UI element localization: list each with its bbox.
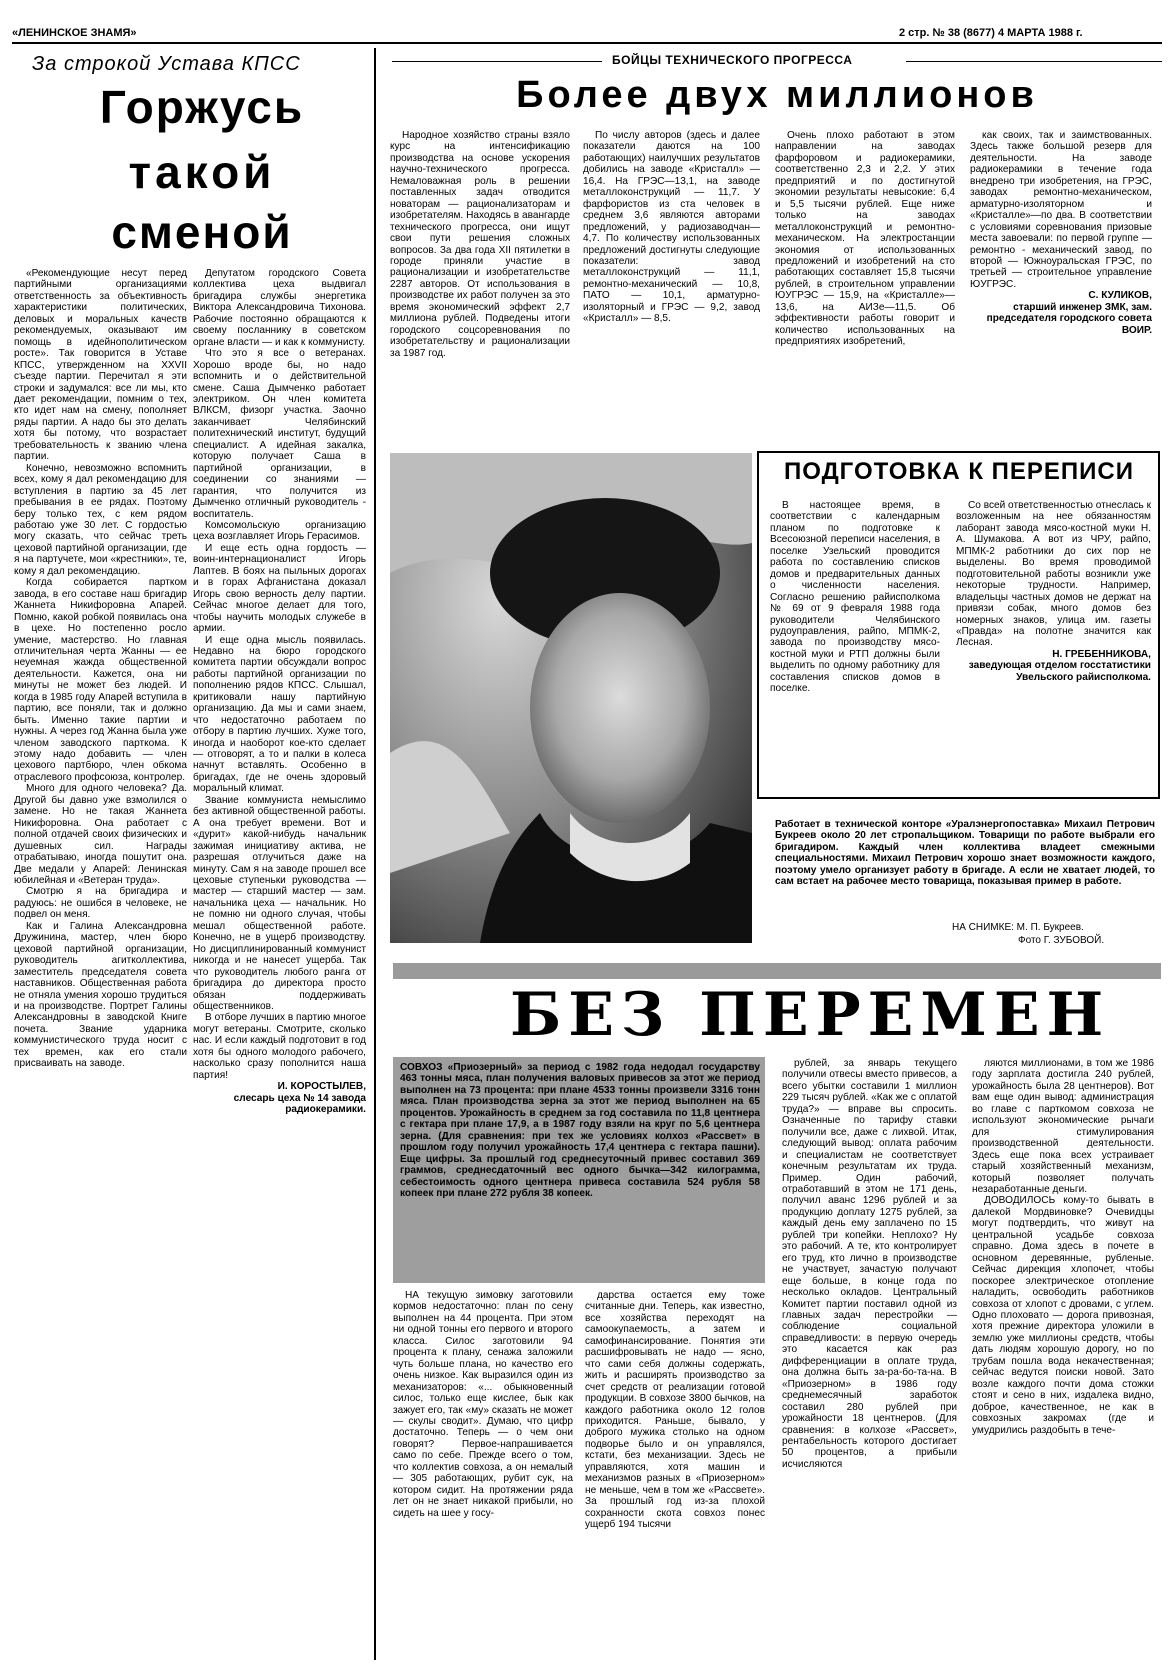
paragraph: как своих, так и заимствованных. Здесь также большой резерв для деятельности. На заводе радиокерамики в течение года внедрено три изобретения, на ГРЭС, заводах ремонтно-механическом, арматурно-изоляторном и «Кристалле»—по два. В соответствии с условиями соревнования призовые места завоевали: по первой группе — ремонтно - механический завод, по второй — Южноуральская ГРЭС, по третьей — строительное управление ЮУГРЭС. bbox=[970, 130, 1152, 290]
top-article-column-3 bbox=[775, 130, 955, 445]
photo-caption: Работает в технической конторе «Уралэнергопоставка» Михаил Петрович Букреев около 20 лет стропальщиком. Товарищи по работе выбрали его бригадиром. Каждый член коллектива владеет смежными специальностями. Михаил Петрович хорошо знает возможности каждого, поэтому умело организует работу в бригаде. А если не хватает людей, то сам встает на рабочее место товарища, показывая пример в работе. bbox=[775, 819, 1155, 888]
bottom-column-d bbox=[972, 1058, 1154, 1662]
lead-text: СОВХОЗ «Приозерный» за период с 1982 года недодал государству 463 тонны мяса, план получения валовых привесов за этот же период выполнен на 73 процента: при плане 4533 тонны произвели 3316 тонн мяса. План производства зерна за этот же период выполнен на 65 процентов. Урожайность в среднем за год составила по 11,8 центнера с гектара при плане 17,9, а в 1987 году взяли на круг по 5,6 центнера зерна. (Для сравнения: при тех же условиях колхоз «Рассвет» в прошлом году получил урожайность 17,4 центнера с гектара пашни). Еще цифры. За прошлый год среднесуточный привес составил 369 граммов, среднесдаточный вес одного бычка—342 килограмма, себестоимость одного центнера привеса составила 524 рубля 58 копеек при плане 272 рубля 38 копеек. bbox=[400, 1062, 760, 1199]
portrait-image bbox=[390, 453, 752, 943]
bottom-column-b bbox=[585, 1290, 765, 1662]
paragraph: В отборе лучших в партию многое могут ветераны. Смотрите, сколько нас. И если каждый подготовит в год хотя бы одного молодого рабочего, насколько сразу пополнится наша партия! bbox=[193, 1012, 366, 1081]
census-title: ПОДГОТОВКА К ПЕРЕПИСИ bbox=[783, 458, 1135, 485]
rubric-rule-left bbox=[392, 61, 602, 62]
paragraph: Конечно, невозможно вспомнить всех, кому я дал рекомендацию для вступления в партию за 45 лет пребывания в ее рядах. Поэтому беру только тех, с кем рядом работаю уже 30 лет. С гордостью могу сказать, что сейчас треть цеховой партийной организации, где я на партучете, мои «крестники», те, кому я дал рекомендацию. bbox=[14, 462, 187, 577]
left-title-line-3: сменой bbox=[111, 206, 293, 258]
photo-credit-2: Фото Г. ЗУБОВОЙ. bbox=[1018, 935, 1105, 946]
paragraph: Как и Галина Александровна Дружинина, мастер, член бюро цеховой партийной организации, руководитель агитколлектива, заместитель председателя совета наставников. Общественная работа не отняла умения хорошо трудиться и на производстве. Портрет Галины Александровны в заводской Книге почета. Звание ударника коммунистического труда носит с тех времен, как его стали присваивать на заводе. bbox=[14, 920, 187, 1070]
signature-title: заведующая отделом госстатистики Увельского райисполкома. bbox=[968, 660, 1151, 683]
paragraph: Народное хозяйство страны взяло курс на интенсификацию производства на основе ускорения научно-технического прогресса. Немаловажная роль в решении поставленных задач отводится новаторам — рационализаторам и изобретателям. Находясь в авангарде технического прогресса, они ищут свои пути решения сложных вопросов. За два года XII пятилетки в городе приняли участие в рационализации и изобретательстве 2287 авторов. От использования в производстве их работ получен за это время экономический эффект 2,7 миллиона рублей. Подведены итоги городского соцсоревнования по изобретательству и рационализации за 1987 год. bbox=[390, 130, 570, 359]
top-title: Более двух миллионов bbox=[516, 74, 1038, 116]
paragraph: Комсомольскую организацию цеха возглавляет Игорь Герасимов. bbox=[193, 519, 366, 543]
signature-name: С. КУЛИКОВ, bbox=[1088, 290, 1152, 302]
top-rubric: БОЙЦЫ ТЕХНИЧЕСКОГО ПРОГРЕССА bbox=[612, 53, 853, 67]
masthead: «ЛЕНИНСКОЕ ЗНАМЯ» bbox=[12, 27, 137, 39]
header-rule bbox=[12, 42, 1162, 44]
paragraph: Звание коммуниста немыслимо без активной общественной работы. А она требует времени. Вот и «дурит» какой-нибудь начальник зажимая инициативу актива, не разрешая отлучиться даже на минуту. Сам я на заводе прошел все цеховые ступеньки руководства — мастер — старший мастер — зам. начальника цеха — начальник. Но не помню ни одного случая, чтобы мешал общественной работе. Конечно, не в ущерб производству. Но дисциплинированный коммунист никогда и не нанесет ущерба. Так что руководитель любого ранга от бригадира до директора просто обязан поддерживать общественников. bbox=[193, 794, 366, 1012]
paragraph: ДОВОДИЛОСЬ кому-то бывать в далекой Мордвиновке? Очевидцы могут подтвердить, что живут на центральной усадьбе совхоза справно. Дома здесь в почете в основном деревянные, рубленые. Сейчас дирекция хлопочет, чтобы поскорее электрическое отопление наладить, освободить работников совхоза от хлопот с дровами, с углем. Одно плоховато — дорога привозная, хотя прежние директора уложили в землю уже миллионы средств, чтобы дать людям хорошую дорогу, но по трубам пошла вода некачественная; сейчас ведутся поиски новой. Зато возле каждого почти дома стожки стоят и сено в них, издалека видно, доброе, качественное, не как в совхозных закромах (где и умудрились раздобыть в тече- bbox=[972, 1195, 1154, 1436]
paragraph: Много для одного человека? Да. Другой бы давно уже взмолился о замене. Но не такая Жаннета Никифоровна. Она работает с полной отдачей своих физических и душевных сил. Награды отрабатываю, иногда пошутит она. Две медали у Апарей: Ленинская юбилейная и «Ветеран труда». bbox=[14, 783, 187, 887]
bottom-column-c bbox=[782, 1058, 957, 1662]
left-title-line-2: такой bbox=[128, 146, 276, 198]
signature-title: старший инженер ЗМК, зам. председателя городского совета ВОИР. bbox=[986, 301, 1152, 336]
paragraph: И еще есть одна гордость — воин-интернационалист Игорь Лаптев. В боях на пыльных дорогах и в горах Афганистана доказал Игорь свою верность делу партии. Сейчас многое делает для того, чтобы научить молодых служебе в армии. bbox=[193, 542, 366, 635]
paragraph: «Рекомендующие несут перед партийными организациями ответственность за объективность характеристики политических, деловых и моральных качеств рекомендуемых, оказывают им помощь в идейнополитическом росте». Так говорится в Уставе КПСС, утвержденном на XXVII съезде партии. Перечитал я эти строки и задумался: все ли мы, кто дает рекомендации, помним о тех, кто идет нам на смену, пополняет ряды партии. А надо бы это делать хотя бы потому, что возрастает требовательность к званию члена партии. bbox=[14, 268, 187, 463]
left-rubric: За строкой Устава КПСС bbox=[32, 53, 301, 75]
portrait-photo bbox=[390, 453, 752, 943]
left-column-divider bbox=[374, 48, 376, 1660]
paragraph: рублей, за январь текущего получили отвесы вместо привесов, а всего убытки составили 1 миллион 229 тысяч рублей. «Как же с оплатой труда?» — вправе вы спросить. Означенные по тарифу ставки получили все, даже с лихвой. Итак, следующий вывод: оплата рабочим и специалистам не соответствует конечным результатам их труда. Пример. Один рабочий, отработавший в этом не 171 день, получил аванс 1296 рублей и за продукцию доплату 1275 рублей, за каждый день ему заплачено по 15 рублей три копейки. Неплохо? Ну это рабочий. А те, кто контролирует его труд, кто лично в производстве не участвует, зачастую получают еще больше, в конце года по несколько окладов. Центральный Комитет партии поставил одной из главных задач перестройки — соблюдение социальной справедливости: в первую очередь это касается как раз дифференциации в оплате труда, она должна быть за-ра-бо-та-на. В «Приозерном» в 1986 году среднемесячный заработок составил 280 рублей при урожайности 18 центнеров. (Для сравнения: в колхозе «Рассвет», рентабельность которого достигает 50 процентов, а прибыли исчисляются bbox=[782, 1058, 957, 1470]
photo-credit-1: НА СНИМКЕ: М. П. Букреев. bbox=[952, 922, 1084, 933]
paragraph: Очень плохо работают в этом направлении на заводах фарфоровом и радиокерамики, соответственно 2,3 и 2,2. У этих предприятий и по достигнутой экономии результаты невысокие: 6,4 и 5,5 тысячи рублей. Еще ниже только на заводах металлоконструкций и ремонтно-механическом. На электростанции экономия от использованных предложений и изобретений на сто работающих составляет 15,8 тысячи рублей, в строительном управлении ЮУГРЭС — 15,9, на «Кристалле»—13,6, на АИЗе—11,5. Об эффективности работы говорит и количество использованных на предприятиях изобретений, bbox=[775, 130, 955, 348]
paragraph: Со всей ответственностью отнеслась к возложенным на нее обязанностям лаборант завода мясо-костной муки Н. А. Шумакова. А вот из ЧРУ, райпо, МПМК-2 работники до сих пор не выделены. Во время проводимой подготовительной работы возникли уже некоторые трудности. Например, владельцы частных домов не держат на привязи собак, много домов без номерных знаков, улица им. газеты «Правда» на полотне значится как Лесная. bbox=[956, 500, 1151, 649]
signature-name: И. КОРОСТЫЛЕВ, bbox=[277, 1081, 366, 1093]
bottom-column-a bbox=[393, 1290, 573, 1662]
top-article-column-2 bbox=[583, 130, 760, 445]
top-article-column-4 bbox=[970, 130, 1152, 445]
paragraph: Что это я все о ветеранах. Хорошо вроде бы, но надо вспомнить и о действительной смене. Саша Дымченко работает электриком. Он член комитета ВЛКСМ, физорг участка. Заочно заканчивает Челябинский политехнический институт, будущий специалист. А идейная закалка, которую получает Саша в партийной организации, в соединении со знаниями — гарантия, что получится из Дымченко отличный руководитель - воспитатель. bbox=[193, 348, 366, 520]
rubric-rule-right bbox=[906, 61, 1162, 62]
left-article-column-1 bbox=[14, 268, 187, 1656]
paragraph: ляются миллионами, в том же 1986 году зарплата достигла 240 рублей, урожайность была 28 центнеров). Вот вам еще один вывод: администрация во главе с парткомом совхоза не используют экономические рычаги для стимулирования производственной деятельности. Здесь еще пока всех устраивает старый хозяйственный механизм, который позволяет получать незаработанные деньги. bbox=[972, 1058, 1154, 1195]
paragraph: Когда собирается партком завода, в его составе наш бригадир Жаннета Никифоровна Апарей. Помню, какой робкой появилась она в цехе. Но постепенно росло умение, мастерство. Но главная отличительная черта Жанны — ее неуемная жажда общественной деятельности. Кажется, она ни минуты не может без людей. И когда в 1985 году Апарей вступила в партию, все поняли, так и должно быть. Именно такие партии и нужны. А через год Жанна была уже членом заводского парткома. К этому надо добавить — член цехового партбюро, член обкома отраслевого профсоюза, контролер. bbox=[14, 577, 187, 783]
paragraph: Депутатом городского Совета коллектива цеха выдвигал бригадира службы энергетика Виктора Александровича Тихонова. Рабочие постоянно обращаются к своему посланнику в советском органе власти — и как к коммунисту. bbox=[193, 268, 366, 348]
title-grey-band bbox=[393, 963, 1161, 979]
top-article-column-1 bbox=[390, 130, 570, 445]
bottom-title: БЕЗ ПЕРЕМЕН bbox=[510, 980, 1111, 1050]
census-column-2 bbox=[956, 500, 1151, 793]
paragraph: Смотрю я на бригадира и радуюсь: не ошибся в человеке, не подвел он меня. bbox=[14, 886, 187, 921]
signature-name: Н. ГРЕБЕННИКОВА, bbox=[1052, 648, 1151, 660]
paragraph: дарства остается ему тоже считанные дни. Теперь, как известно, все хозяйства переходят на самоокупаемость, а затем и самофинансирование. Понятия эти расшифровывать не надо — ясно, что сами себя должны содержать, жить и расширять производство за счет средств от реализации готовой продукции. В совхозе 3800 бычков, на каждого работника около 12 голов приходится. Раньше, бывало, у доброго мужика столько на одном подворье было и он управлялся, кстати, без механизации. Здесь не управляются, хотя машин и механизмов разных в «Приозерном» не меньше, чем в том же «Рассвете». За прошлый год из-за плохой сохранности скота совхоз понес ущерб 194 тысячи bbox=[585, 1290, 765, 1531]
paragraph: НА текущую зимовку заготовили кормов недостаточно: план по сену выполнен на 44 процента. При этом ни одной тонны его первого и второго класса. Силос заготовили 94 процента к плану, сенажа заложили чуть больше плана, но качество его очень низкое. Как выразился один из механизаторов: «... обыкновенный силос, только еще кислее, бык как зажует его, так «му» сказать не может— скулы сводит». Думаю, что цифр достаточно. Теперь — о чем они говорят? Первое-напрашивается само по себе. Прежде всего о том, что коллектив совхоза, а он немалый — 305 работающих, рубит сук, на котором сидит. На протяжении ряда лет он не знает никакой прибыли, но сидеть на шее у госу- bbox=[393, 1290, 573, 1519]
left-title-line-1: Горжусь bbox=[99, 81, 305, 133]
paragraph: В настоящее время, в соответствии с календарным планом по подготовке к Всесоюзной переписи населения, в поселке Узельский проводится работа по составлению списков домов и предварительных данных о численности населения. Согласно решению райисполкома № 69 от 9 февраля 1988 года руководители Челябинского рудоуправления, райпо, МПМК-2, завода по производству мясо-костной муки и РТП должны были выделить по одному работнику для составления списков домов в поселке. bbox=[770, 500, 940, 695]
paragraph: По числу авторов (здесь и далее показатели даются на 100 работающих) наилучших результатов добились на заводе «Кристалл» — 16,4. На ГРЭС—13,1, на заводе металлоконструкций — 11,7. У фарфористов из ста человек в среднем 3,6 являются авторами предложений, у радиозаводчан— 4,7. По количеству использованных предложений достигнуты следующие показатели: завод металлоконструкций — 11,1, ремонтно-механический — 10,8, ПАТО — 10,1, арматурно-изоляторный и ГРЭС — 9,2, завод «Кристалл» — 8,5. bbox=[583, 130, 760, 325]
issue-info: 2 стр. № 38 (8677) 4 МАРТА 1988 г. bbox=[899, 27, 1083, 39]
census-column-1 bbox=[770, 500, 940, 793]
signature-title: слесарь цеха № 14 завода радиокерамики. bbox=[233, 1092, 366, 1116]
left-article-column-2 bbox=[193, 268, 366, 1656]
paragraph: И еще одна мысль появилась. Недавно на бюро городского комитета партии обсуждали вопрос работы партийной организации по пополнению рядов КПСС. Слышал, критиковали нашу партийную организацию. Да мы и сами знаем, что недостаточно работаем по отбору в партию лучших. Хуже того, иногда и наоборот кое-кто сделает — отговорят, а то и палки в колеса начнут вставлять. Особенно в бригадах, где не очень здоровый моральный климат. bbox=[193, 634, 366, 795]
